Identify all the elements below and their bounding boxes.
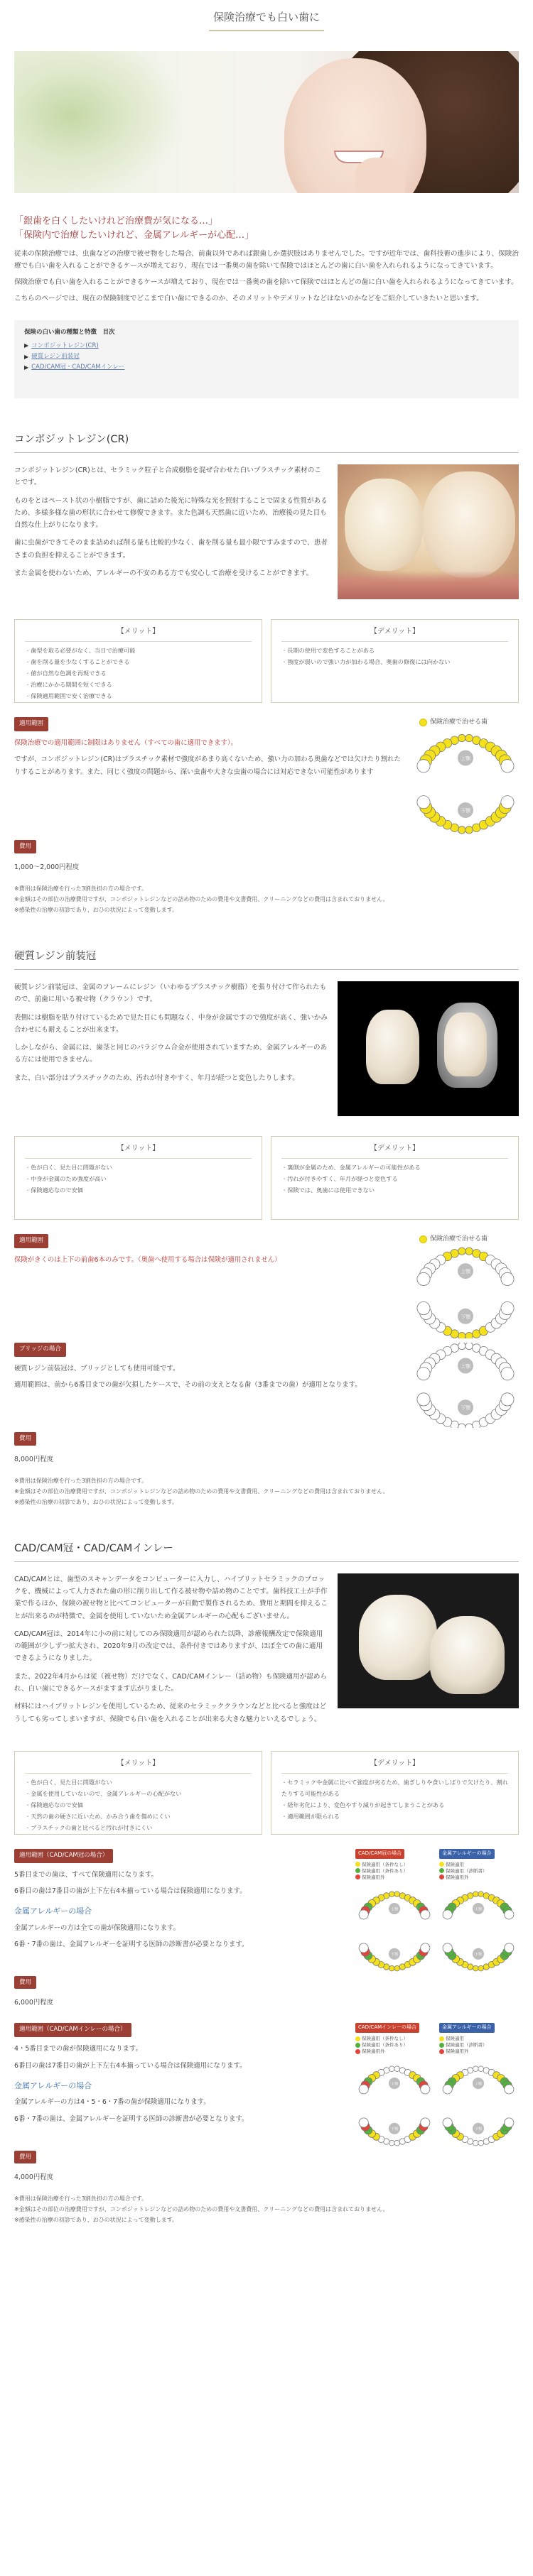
bridge-text: 適用範囲は、前から6番目までの歯が欠損したケースで、その前の支えとなる歯（3番までの歯）が適用となります。 xyxy=(14,1381,362,1390)
hero-photo xyxy=(14,51,519,193)
toc-link-cr[interactable]: コンポジットレジン(CR) xyxy=(31,342,99,349)
tooth xyxy=(465,1343,473,1350)
body-paragraph: また、2022年4月からは従（被せ物）だけでなく、CAD/CAMインレー（詰め物）も保険適用が認められ、白い歯にできるケースがますます広がりました。 xyxy=(14,1672,328,1693)
tooth xyxy=(421,1943,430,1953)
tooth xyxy=(443,1943,452,1953)
body-paragraph: 表側には樹脂を貼り付けているためで見た目にも問題なく、中身が金属ですので強度が高く、強いかみ合わせにも耐えることが出来ます。 xyxy=(14,1013,328,1034)
fee-value: 6,000円程度 xyxy=(14,1999,53,2007)
tooth xyxy=(359,2084,368,2093)
tooth xyxy=(465,1333,473,1339)
demerit-title: 【デメリット】 xyxy=(281,1142,508,1159)
triangle-right-icon: ▶ xyxy=(24,353,29,360)
tooth xyxy=(465,1424,473,1428)
merit-title: 【メリット】 xyxy=(25,1142,252,1159)
note-line: ※金額はその部位の治療費用ですが、コンポジットレジンなどの詰め物のための費用や文書費用、クリーニングなどの費用は含まれておりません。 xyxy=(14,895,389,902)
tooth xyxy=(421,1910,430,1919)
merit-box xyxy=(14,619,262,703)
body-paragraph: 歯に虫歯ができてそのまま詰めれば削る量も比較的少なく、歯を削る量も最小限ですみますので、患者さまの負担を抑えることができます。 xyxy=(14,539,328,560)
triangle-right-icon: ▶ xyxy=(24,342,29,349)
bridge-label: ブリッジの場合 xyxy=(14,1343,66,1357)
lead-quotes xyxy=(14,214,519,243)
section-heading-cr: コンポジットレジン(CR) xyxy=(14,431,519,453)
body-paragraph: CAD/CAM冠は、2014年に小の前に対してのみ保険適用が認められた以降、診療報酬改定で保険適用の範囲が少しずつ拡大され、2020年9月の改定では、条件付きではありますが、ほぼ全ての歯に適用できるようになりました。 xyxy=(14,1630,323,1663)
tooth xyxy=(417,1368,430,1380)
fee-value: 8,000円程度 xyxy=(14,1455,53,1463)
merit-item: ・ 色が白く、見た目に問題がない xyxy=(25,1777,252,1789)
merit-box xyxy=(14,1136,262,1220)
jaw-label: 上顎 xyxy=(461,1363,470,1370)
body-paragraph: 材料にはハイブリットレジンを使用しているため、従来のセラミッククラウンなどと比べると強度はどうしても劣ってしまいますが、保険でも白い歯を入れることが出来る大きな魅力といえるでしょう。 xyxy=(14,1703,327,1723)
note-line: ※感染性の治療の初診であり、おひの状況によって変動します。 xyxy=(14,2217,178,2224)
fee-label: 費用 xyxy=(14,1432,36,1445)
tooth xyxy=(394,1965,400,1971)
note-line: ※金額はその部位の治療費用ですが、コンポジットレジンなどの詰め物のための費用や文書費用、クリーニングなどの費用は含まれておりません。 xyxy=(14,1488,389,1495)
legend-item: 保険適用 xyxy=(446,2036,464,2042)
table-of-contents xyxy=(14,320,519,398)
dental-chart-svg xyxy=(412,1343,519,1428)
fee-label: 費用 xyxy=(14,2151,36,2163)
tooth xyxy=(501,1368,514,1380)
body-paragraph: しかしながら、金属には、歯茎と同じのパラジウム合金が使用されていますため、金属アレルギーのある方には使用できません。 xyxy=(14,1044,328,1064)
demerit-item: ・ セラミックや金属に比べて強度が劣るため、歯ぎしりや食いしばりで欠けたり、割れたりする可能性がある xyxy=(281,1777,508,1800)
dental-chart-pair xyxy=(355,2023,519,2150)
section-heading-cad: CAD/CAM冠・CAD/CAMインレー xyxy=(14,1540,519,1562)
tooth xyxy=(478,1892,484,1897)
cr-scope xyxy=(14,717,519,915)
lead-line-2: 「保険内で治療したいけれど、金属アレルギーが心配…」 xyxy=(14,230,254,241)
merit-box xyxy=(14,1751,262,1835)
scope-red-text: 保険治療での適用範囲に制限はありません（すべての歯に適用できます）。 xyxy=(14,738,237,747)
dental-chart-bridge xyxy=(412,1343,519,1432)
tooth xyxy=(421,2117,430,2127)
tooth xyxy=(417,796,430,809)
tooth xyxy=(473,1892,479,1897)
scope-label: 適用範囲 xyxy=(14,717,48,731)
scope-text: 6番目の歯は7番目の歯が上下左右4本揃っている場合は保険適用になります。 xyxy=(14,1887,247,1895)
demerit-item: ・ 汚れが付きやすく、年月が経つと変色する xyxy=(281,1174,508,1185)
merit-title: 【メリット】 xyxy=(25,1757,252,1774)
tooth xyxy=(389,2065,395,2071)
page-title: 保険治療でも白い歯に xyxy=(0,0,533,31)
tooth xyxy=(359,1943,368,1953)
tooth xyxy=(421,2084,430,2093)
dental-chart xyxy=(412,717,519,840)
composite-resin-photo xyxy=(338,464,519,599)
legend-item: 保険適用外 xyxy=(446,1874,469,1880)
jaw-label: 下顎 xyxy=(390,1952,399,1957)
toc-link-cad[interactable]: CAD/CAM冠・CAD/CAMインレー xyxy=(31,364,125,371)
demerit-box xyxy=(271,1751,519,1835)
tooth xyxy=(458,826,465,834)
note-line: ※費用は保険治療を行った3割負担の方の場合です。 xyxy=(14,885,148,892)
scope-text: 金属アレルギーの方は全ての歯が保険適用になります。 xyxy=(14,1923,181,1932)
scope-red-text: 保険がきくのは上下の前歯6本のみです。（奥歯へ使用する場合は保険が適用されません） xyxy=(14,1255,281,1264)
toc-item[interactable] xyxy=(24,362,509,373)
body-paragraph: また、白い部分はプラスチックのため、汚れが付きやすく、年月が経つと変色したりします。 xyxy=(14,1074,299,1082)
yellow-dot-icon xyxy=(419,1235,427,1243)
tooth xyxy=(465,826,473,834)
jaw-label: 上顎 xyxy=(461,1269,470,1275)
tooth xyxy=(443,2117,452,2127)
fee-value: 4,000円程度 xyxy=(14,2173,53,2182)
tooth xyxy=(465,735,473,742)
body-paragraph: ものをとはペースト状の小樹脂ですが、歯に詰めた後光に特殊な光を照射することで固まる性質があるため、多様多様な歯の形状に合わせて修復できます。また色調も天然歯に近いため、治療後の見た目も自然な仕上がりになります。 xyxy=(14,496,328,530)
demerit-box xyxy=(271,1136,519,1220)
cad-merit-demerit xyxy=(14,1751,519,1835)
tooth xyxy=(458,1343,465,1350)
dental-chart-pair xyxy=(355,1849,519,1976)
body-paragraph: また金属を使わないため、アレルギーの不安のある方でも安心して治療を受けることができます。 xyxy=(14,569,313,577)
section-cr-body xyxy=(14,464,519,599)
metal-allergy-heading: 金属アレルギーの場合 xyxy=(14,1906,92,1916)
dental-caption: 保険治療で治せる歯 xyxy=(430,1235,488,1243)
tooth xyxy=(389,1892,395,1897)
section-cr-text xyxy=(14,464,338,599)
section-heading-hk: 硬質レジン前装冠 xyxy=(14,948,519,970)
dental-chart-svg xyxy=(355,1884,434,1976)
jaw-label: 上顎 xyxy=(474,2081,483,2086)
scope-text: 6番目の歯は7番目の歯が上下左右4本揃っている場合は保険適用になります。 xyxy=(14,2061,247,2070)
scope-text: 4・5番目までの歯が保険適用になります。 xyxy=(14,2045,142,2053)
toc-link-hk[interactable]: 硬質レジン前装冠 xyxy=(31,353,80,361)
tooth xyxy=(394,2140,400,2146)
fee-label: 費用 xyxy=(14,840,36,853)
body-paragraph: CAD/CAMとは、歯型のスキャンデータをコンピューターに入力し、ハイブリットセラミックのブロックを、機械によって人力された歯の形に削り出して作る被せ物や詰め物のことです。歯科技工士が手作業で作るほか、保険の被せ物と比べてコンピューターが自動で製作されるため、費用と期間を抑えることが出来るのが特徴で、金属を使用していないため金属アレルギーの心配もございません。 xyxy=(14,1575,328,1620)
tooth xyxy=(501,796,514,809)
tooth xyxy=(389,2140,395,2146)
tooth xyxy=(443,1910,452,1919)
legend-tab: CAD/CAMインレーの場合 xyxy=(355,2023,419,2033)
tooth xyxy=(458,1248,465,1255)
legend-item: 保険適用（条件あり） xyxy=(362,2042,408,2048)
tooth xyxy=(501,1302,514,1315)
tooth xyxy=(458,1424,465,1428)
merit-item: ・ プラスチックの歯と比べると汚れが付きにくい xyxy=(25,1823,252,1834)
bridge-text: 硬質レジン前装冠は、ブリッジとしても使用可能です。 xyxy=(14,1364,180,1372)
dental-chart-svg xyxy=(439,1884,517,1976)
demerit-item: ・ 保険では、奥歯には使用できない xyxy=(281,1185,508,1196)
lead-line-1: 「銀歯を白くしたいけれど治療費が気になる…」 xyxy=(14,216,218,227)
scope-text: 5番目までの歯は、すべて保険適用になります。 xyxy=(14,1870,158,1879)
merit-item: ・ 中身が金属のため強度が高い xyxy=(25,1174,252,1185)
section-cad-body xyxy=(14,1573,519,1731)
toc-item[interactable] xyxy=(24,351,509,362)
tooth xyxy=(443,2084,452,2093)
body-paragraph: 硬質レジン前装冠は、金属のフレームにレジン（いわゆるプラスチック樹脂）を張り付けて作られたもので、前歯に用いる被せ物（クラウン）です。 xyxy=(14,983,327,1004)
tooth xyxy=(359,1910,368,1919)
dental-chart-svg xyxy=(439,2058,517,2151)
merit-item: ・ 歯型を取る必要がなく、当日で治療可能 xyxy=(25,645,252,657)
merit-item: ・ 歯を削る量を少なくすることができる xyxy=(25,657,252,668)
resin-crown-photo xyxy=(338,981,519,1116)
jaw-label: 上顎 xyxy=(474,1907,483,1912)
jaw-label: 下顎 xyxy=(461,808,470,814)
triangle-right-icon: ▶ xyxy=(24,364,29,371)
demerit-item: ・ 長期の使用で変色することがある xyxy=(281,645,508,657)
jaw-label: 下顎 xyxy=(390,2127,399,2132)
merit-item: ・ 保険適用範囲で安く治療できる xyxy=(25,691,252,702)
legend-item: 保険適用（条件あり） xyxy=(362,1867,408,1874)
hk-merit-demerit xyxy=(14,1136,519,1220)
scope-label: 適用範囲（CAD/CAMインレーの場合） xyxy=(14,2023,131,2037)
legend-item: 保険適用外 xyxy=(446,2048,469,2055)
demerit-item: ・ 裏側が金属のため、金属アレルギーの可能性がある xyxy=(281,1162,508,1174)
scope-label: 適用範囲 xyxy=(14,1234,48,1248)
yellow-dot-icon xyxy=(419,719,427,726)
dental-chart-svg xyxy=(412,1246,519,1338)
scope-text: 6番・7番の歯は、金属アレルギーを証明する医師の診断書が必要となります。 xyxy=(14,2114,249,2123)
legend-item: 保険適用外 xyxy=(362,1874,385,1880)
jaw-label: 上顎 xyxy=(390,2081,399,2086)
tooth xyxy=(505,2117,514,2127)
intro-paragraph: 保険治療でも白い歯を入れることができるケースが増えており、現在では一番奥の歯を除いて保険ではほとんどの歯に白い歯を入れられるようになってきています。 xyxy=(14,278,518,286)
merit-item: ・ 治療にかかる期間を短くできる xyxy=(25,680,252,691)
note-line: ※費用は保険治療を行った3割負担の方の場合です。 xyxy=(14,1477,148,1484)
section-hk-body xyxy=(14,981,519,1116)
demerit-item: ・ 強度が弱いので強い力が加わる場合、奥歯の修復には向かない xyxy=(281,657,508,668)
note-line: ※費用は保険治療を行った3割負担の方の場合です。 xyxy=(14,2195,148,2202)
demerit-title: 【デメリット】 xyxy=(281,1757,508,1774)
tooth xyxy=(394,1892,400,1897)
legend-item: 保険適用（診断書） xyxy=(446,2042,488,2048)
dental-caption: 保険治療で治せる歯 xyxy=(430,719,488,726)
demerit-title: 【デメリット】 xyxy=(281,626,508,642)
tooth xyxy=(417,760,430,773)
tooth xyxy=(417,1273,430,1286)
intro-paragraph: こちらのページでは、現在の保険制度でどこまで白い歯にできるのか、そのメリットやデメリットなどはないのかなどをご紹介していきたいと思います。 xyxy=(14,294,483,302)
merit-item: ・ 保険適応なので安価 xyxy=(25,1800,252,1811)
legend-tab: CAD/CAM冠の場合 xyxy=(355,1849,404,1859)
fee-label: 費用 xyxy=(14,1976,36,1989)
legend-tab: 金属アレルギーの場合 xyxy=(439,1849,495,1859)
intro-paragraph: 従来の保険治療では、虫歯などの治療で被せ物をした場合、前歯以外であれば銀歯しか選択肢はありませんでした。ですが近年では、歯科技術の進歩により、保険治療でも白い歯を入れることができるケースが増えており、現在では一番奥の歯を除いて保険ではほとんどの歯に白い歯を入れられるようになってきています。 xyxy=(14,250,519,271)
legend-tab: 金属アレルギーの場合 xyxy=(439,2023,495,2033)
scope-label: 適用範囲（CAD/CAM冠の場合） xyxy=(14,1849,113,1863)
cad-cam-crown-photo xyxy=(338,1573,519,1708)
tooth xyxy=(473,2065,479,2071)
toc-item[interactable] xyxy=(24,341,509,351)
tooth xyxy=(505,1910,514,1919)
dental-chart-svg xyxy=(355,2058,434,2151)
merit-item: ・ 保険適応なので安価 xyxy=(25,1185,252,1196)
tooth xyxy=(501,760,514,773)
tooth xyxy=(505,1943,514,1953)
hk-scope xyxy=(14,1234,519,1507)
tooth xyxy=(478,2140,484,2146)
cad-crown-scope xyxy=(14,1849,519,2009)
toc-title: 保険の白い歯の種類と特徴 目次 xyxy=(24,329,115,337)
legend-item: 保険適用 xyxy=(446,1861,464,1867)
cad-inlay-scope xyxy=(14,2023,519,2225)
legend-item: 保険適用（診断書） xyxy=(446,1867,488,1874)
scope-text: 金属アレルギーの方は4・5・6・7番の歯が保険適用になります。 xyxy=(14,2098,210,2107)
tooth xyxy=(458,735,465,742)
jaw-label: 上顎 xyxy=(461,755,470,762)
scope-text: 6番・7番の歯は、金属アレルギーを証明する医師の診断書が必要となります。 xyxy=(14,1941,249,1949)
note-line: ※感染性の治療の初診であり、おひの状況によって変動します。 xyxy=(14,907,178,914)
dental-chart-svg xyxy=(412,729,519,836)
merit-title: 【メリット】 xyxy=(25,626,252,642)
tooth xyxy=(473,1965,479,1971)
jaw-label: 上顎 xyxy=(390,1907,399,1912)
jaw-label: 下顎 xyxy=(474,2127,483,2132)
tooth xyxy=(394,2065,400,2071)
legend-item: 保険適用外 xyxy=(362,2048,385,2055)
demerit-item: ・ 適用範囲が限られる xyxy=(281,1811,508,1823)
jaw-label: 下顎 xyxy=(474,1952,483,1957)
tooth xyxy=(473,2140,479,2146)
scope-text: ですが、コンポジットレジン(CR)はプラスチック素材で強度があまり高くないため、強い力の加わる奥歯などでは欠けたり割れたりすることがあります。また、同じく強度の問題から、深い虫歯や大きな虫歯の場合には対応できない可能性があります xyxy=(14,755,401,776)
legend-item: 保険適用（条件なし） xyxy=(362,1861,408,1867)
jaw-label: 下顎 xyxy=(461,1405,470,1412)
body-paragraph: コンポジットレジン(CR)とは、セラミック粒子と合成樹脂を混ぜ合わせた白いプラスチック素材のことです。 xyxy=(14,466,321,487)
merit-item: ・ 天然の歯の硬さに近いため、かみ合う歯を傷めにくい xyxy=(25,1811,252,1823)
tooth xyxy=(478,1965,484,1971)
fee-value: 1,000〜2,000円程度 xyxy=(14,863,80,871)
legend-item: 保険適用（条件なし） xyxy=(362,2036,408,2042)
intro-text xyxy=(14,249,519,305)
tooth xyxy=(417,1302,430,1315)
jaw-label: 下顎 xyxy=(461,1314,470,1321)
tooth xyxy=(417,1393,430,1406)
demerit-item: ・ 経年劣化により、変色やすり減りが起きてしまうことがある xyxy=(281,1800,508,1811)
tooth xyxy=(458,1333,465,1339)
tooth xyxy=(359,2117,368,2127)
merit-item: ・ 色が白く、見た目に問題がない xyxy=(25,1162,252,1174)
tooth xyxy=(501,1393,514,1406)
tooth xyxy=(478,2065,484,2071)
demerit-box xyxy=(271,619,519,703)
cr-merit-demerit xyxy=(14,619,519,703)
tooth xyxy=(465,1248,473,1255)
metal-allergy-heading: 金属アレルギーの場合 xyxy=(14,2080,92,2090)
note-line: ※感染性の治療の初診であり、おひの状況によって変動します。 xyxy=(14,1499,178,1506)
merit-item: ・ 金属を使用していないので、金属アレルギーの心配がない xyxy=(25,1789,252,1800)
merit-item: ・ 値が自然な色調を再現できる xyxy=(25,668,252,680)
tooth xyxy=(505,2084,514,2093)
note-line: ※金額はその部位の治療費用ですが、コンポジットレジンなどの詰め物のための費用や文書費用、クリーニングなどの費用は含まれておりません。 xyxy=(14,2206,389,2213)
tooth xyxy=(389,1965,395,1971)
tooth xyxy=(501,1273,514,1286)
dental-chart xyxy=(412,1234,519,1343)
